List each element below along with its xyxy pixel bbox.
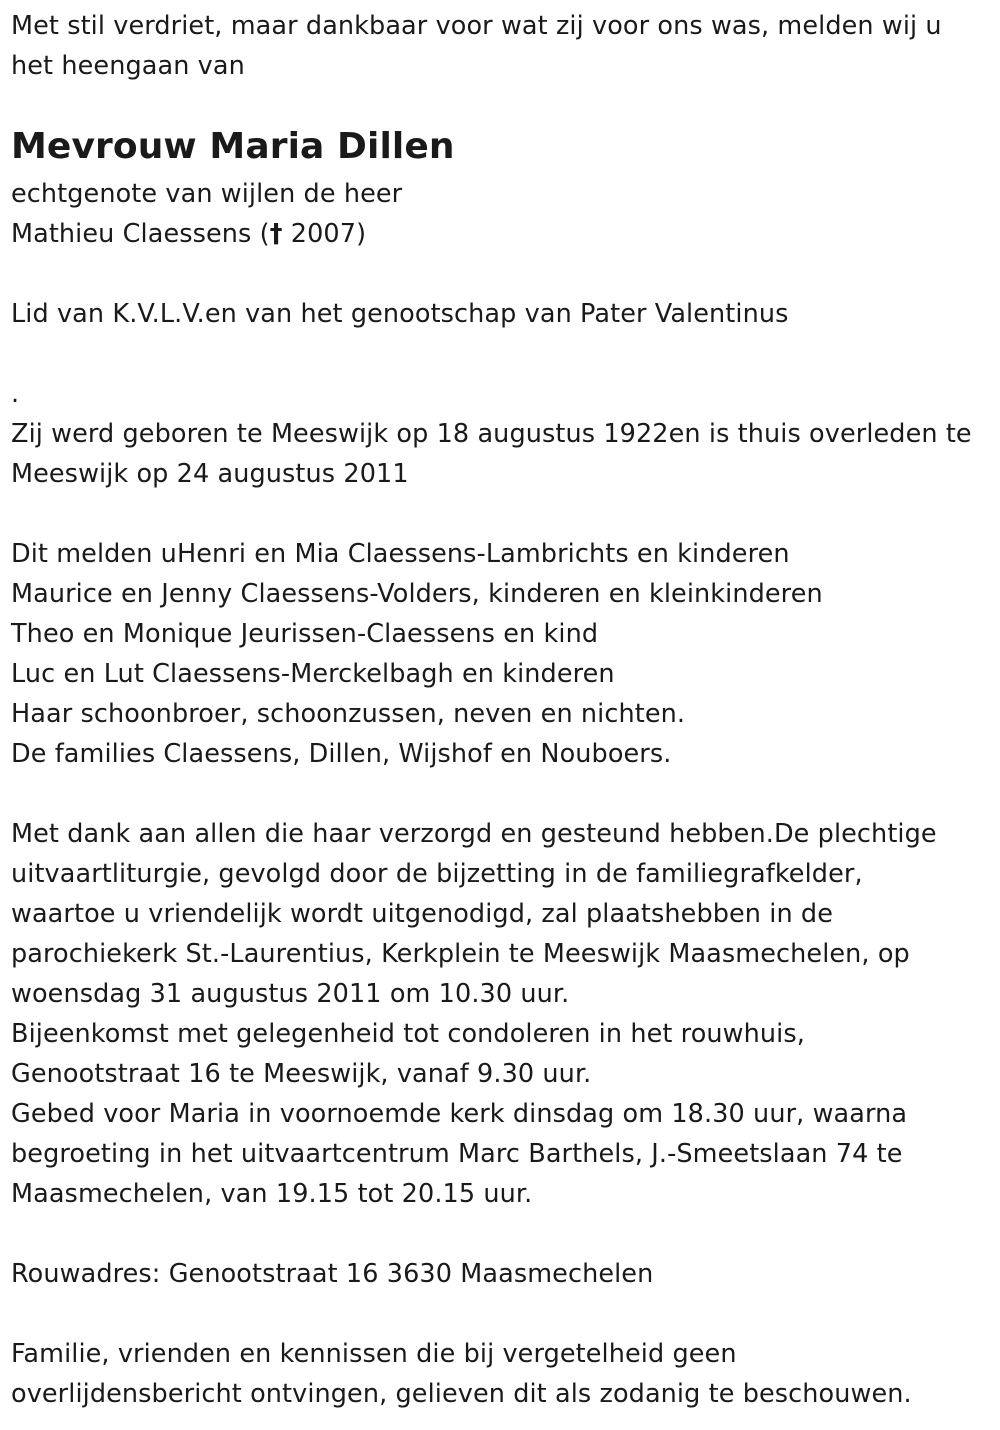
- spouse-death-year: 2007): [282, 219, 367, 249]
- family-line: Maurice en Jenny Claessens-Volders, kinderen en kleinkinderen: [11, 579, 823, 609]
- mourning-address: Rouwadres: Genootstraat 16 3630 Maasmechelen: [11, 1259, 654, 1289]
- ceremony-line: woensdag 31 augustus 2011 om 10.30 uur.: [11, 979, 570, 1009]
- intro-paragraph: [11, 6, 996, 86]
- ceremony-line: uitvaartliturgie, gevolgd door de bijzetting in de familiegrafkelder,: [11, 859, 863, 889]
- closing-line: Familie, vrienden en kennissen die bij vergetelheid geen: [11, 1339, 737, 1369]
- spouse-line: echtgenote van wijlen de heer: [11, 179, 403, 209]
- ceremony-line: parochiekerk St.-Laurentius, Kerkplein te Meeswijk Maasmechelen, op: [11, 939, 910, 969]
- ceremony-line: Met dank aan allen die haar verzorgd en gesteund hebben.De plechtige: [11, 819, 937, 849]
- family-line: Theo en Monique Jeurissen-Claessens en kind: [11, 619, 599, 649]
- ceremony-line: Gebed voor Maria in voornoemde kerk dinsdag om 18.30 uur, waarna: [11, 1099, 908, 1129]
- intro-line: het heengaan van: [11, 51, 245, 81]
- deceased-name: Mevrouw Maria Dillen: [11, 126, 455, 167]
- birth-death-paragraph: [11, 414, 996, 494]
- birth-death-line: Meeswijk op 24 augustus 2011: [11, 459, 409, 489]
- ceremony-line: waartoe u vriendelijk wordt uitgenodigd, zal plaatshebben in de: [11, 899, 834, 929]
- family-list: [11, 534, 996, 774]
- family-line: Dit melden uHenri en Mia Claessens-Lambrichts en kinderen: [11, 539, 790, 569]
- family-line: De families Claessens, Dillen, Wijshof en Nouboers.: [11, 739, 672, 769]
- family-line: Haar schoonbroer, schoonzussen, neven en nichten.: [11, 699, 686, 729]
- spouse-info: [11, 174, 996, 254]
- ceremony-line: Genootstraat 16 te Meeswijk, vanaf 9.30 uur.: [11, 1059, 592, 1089]
- intro-line: Met stil verdriet, maar dankbaar voor wat zij voor ons was, melden wij u: [11, 11, 942, 41]
- birth-death-line: Zij werd geboren te Meeswijk op 18 augustus 1922en is thuis overleden te: [11, 419, 972, 449]
- cross-icon: †: [269, 219, 283, 249]
- closing-paragraph: [11, 1334, 996, 1414]
- ceremony-line: Bijeenkomst met gelegenheid tot condoleren in het rouwhuis,: [11, 1019, 805, 1049]
- family-line: Luc en Lut Claessens-Merckelbagh en kinderen: [11, 659, 615, 689]
- ceremony-line: begroeting in het uitvaartcentrum Marc Barthels, J.-Smeetslaan 74 te: [11, 1139, 903, 1169]
- ceremony-line: Maasmechelen, van 19.15 tot 20.15 uur.: [11, 1179, 533, 1209]
- obituary-notice: [11, 6, 996, 1414]
- separator-dot: .: [11, 379, 20, 409]
- ceremony-paragraph: [11, 814, 996, 1214]
- membership-line: Lid van K.V.L.V.en van het genootschap van Pater Valentinus: [11, 299, 789, 329]
- spouse-name-line: [11, 214, 996, 254]
- spouse-name: Mathieu Claessens (: [11, 219, 270, 249]
- closing-line: overlijdensbericht ontvingen, gelieven dit als zodanig te beschouwen.: [11, 1379, 912, 1409]
